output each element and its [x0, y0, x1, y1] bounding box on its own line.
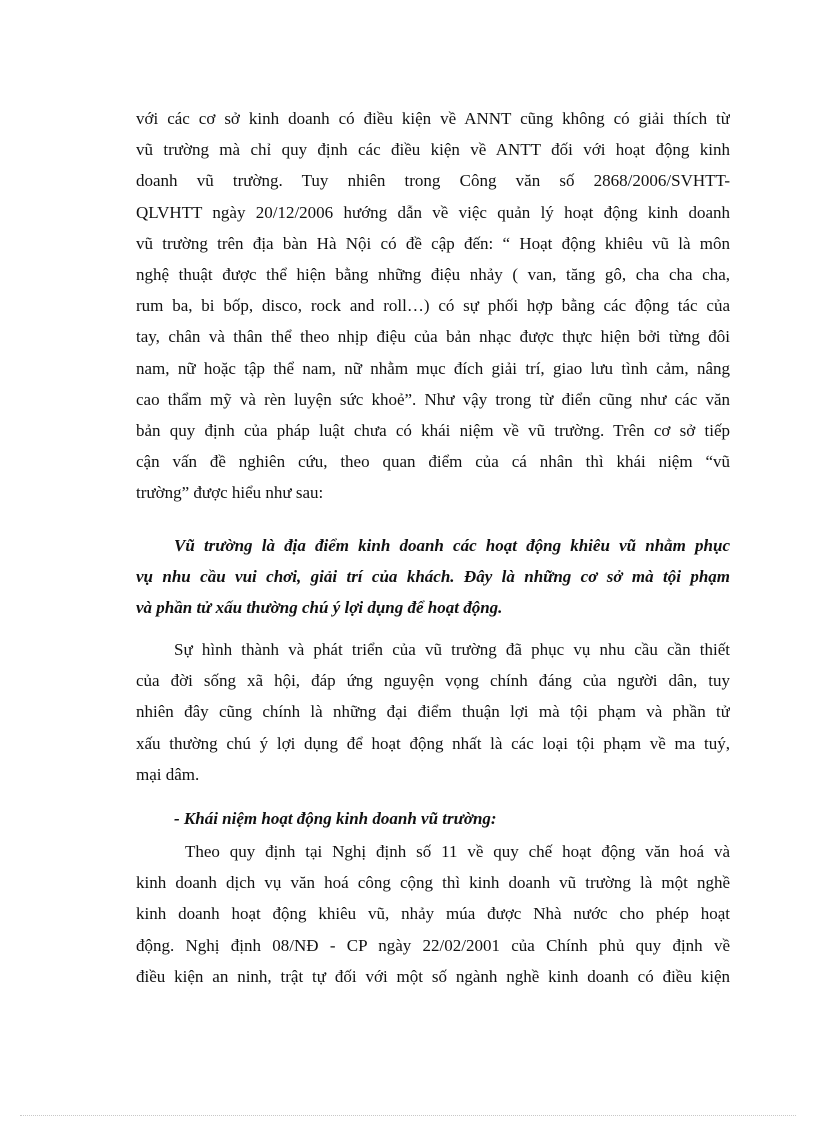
paragraph-1-line: doanh vũ trường. Tuy nhiên trong Công văn số 2868/2006/SVHTT-	[136, 171, 730, 191]
paragraph-3-line: Theo quy định tại Nghị định số 11 về quy chế hoạt động văn hoá và	[185, 842, 730, 861]
paragraph-2-line: mại dâm.	[136, 764, 200, 784]
paragraph-2-line: Sự hình thành và phát triển của vũ trường đã phục vụ nhu cầu cần thiết	[174, 640, 730, 659]
paragraph-1-line: vũ trường trên địa bàn Hà Nội có đề cập đến: “ Hoạt động khiêu vũ là môn	[136, 233, 730, 253]
definition-line: Vũ trường là địa điểm kinh doanh các hoạt động khiêu vũ nhằm phục	[174, 536, 730, 555]
paragraph-2	[136, 634, 730, 790]
paragraph-2-line: xấu thường chú ý lợi dụng để hoạt động nhất là các loại tội phạm về ma tuý,	[136, 733, 730, 753]
paragraph-1-line: nam, nữ hoặc tập thể nam, nữ nhằm mục đích giải trí, giao lưu tình cảm, nâng	[136, 358, 730, 378]
paragraph-1-line: QLVHTT ngày 20/12/2006 hướng dẫn về việc quản lý hoạt động kinh doanh	[136, 202, 730, 222]
paragraph-2-line: nhiên đây cũng chính là những đại điểm thuận lợi mà tội phạm và phần tử	[136, 702, 730, 722]
paragraph-3-line: kinh doanh dịch vụ văn hoá công cộng thì kinh doanh vũ trường là một nghề	[136, 873, 730, 893]
paragraph-1-line: bản quy định của pháp luật chưa có khái niệm về vũ trường. Trên cơ sở tiếp	[136, 420, 730, 440]
paragraph-1-line: với các cơ sở kinh doanh có điều kiện về ANNT cũng không có giải thích từ	[136, 109, 730, 128]
paragraph-3-line: động. Nghị định 08/NĐ - CP ngày 22/02/2001 của Chính phủ quy định về	[136, 935, 730, 955]
paragraph-3-line: kinh doanh hoạt động khiêu vũ, nhảy múa được Nhà nước cho phép hoạt	[136, 904, 730, 924]
page-bottom-divider	[20, 1115, 796, 1116]
paragraph-1-line: trường” được hiểu như sau:	[136, 483, 324, 503]
paragraph-2-line: của đời sống xã hội, đáp ứng nguyện vọng chính đáng của người dân, tuy	[136, 671, 730, 691]
paragraph-1	[136, 103, 730, 508]
paragraph-3-line: điều kiện an ninh, trật tự đối với một số ngành nghề kinh doanh có điều kiện	[136, 966, 730, 986]
section-heading-text: - Khái niệm hoạt động kinh doanh vũ trường:	[174, 809, 497, 828]
definition-paragraph	[136, 530, 730, 624]
section-heading	[136, 803, 730, 834]
paragraph-1-line: tay, chân và thân thể theo nhịp điệu của bản nhạc được thực hiện bởi từng đôi	[136, 327, 730, 347]
definition-line: và phần tử xấu thường chú ý lợi dụng để hoạt động.	[136, 598, 503, 618]
definition-line: vụ nhu cầu vui chơi, giải trí của khách. Đây là những cơ sở mà tội phạm	[136, 567, 730, 587]
paragraph-1-line: cận vấn đề nghiên cứu, theo quan điểm của cá nhân thì khái niệm “vũ	[136, 452, 730, 472]
paragraph-1-line: vũ trường mà chỉ quy định các điều kiện về ANTT đối với hoạt động kinh	[136, 140, 730, 160]
paragraph-3	[136, 836, 730, 992]
paragraph-1-line: nghệ thuật được thể hiện bằng những điệu nhảy ( van, tăng gô, cha cha cha,	[136, 264, 730, 284]
paragraph-1-line: rum ba, bi bốp, disco, rock and roll…) có sự phối hợp bằng các động tác của	[136, 296, 730, 316]
paragraph-1-line: cao thẩm mỹ và rèn luyện sức khoẻ”. Như vậy trong từ điển cũng như các văn	[136, 389, 730, 409]
